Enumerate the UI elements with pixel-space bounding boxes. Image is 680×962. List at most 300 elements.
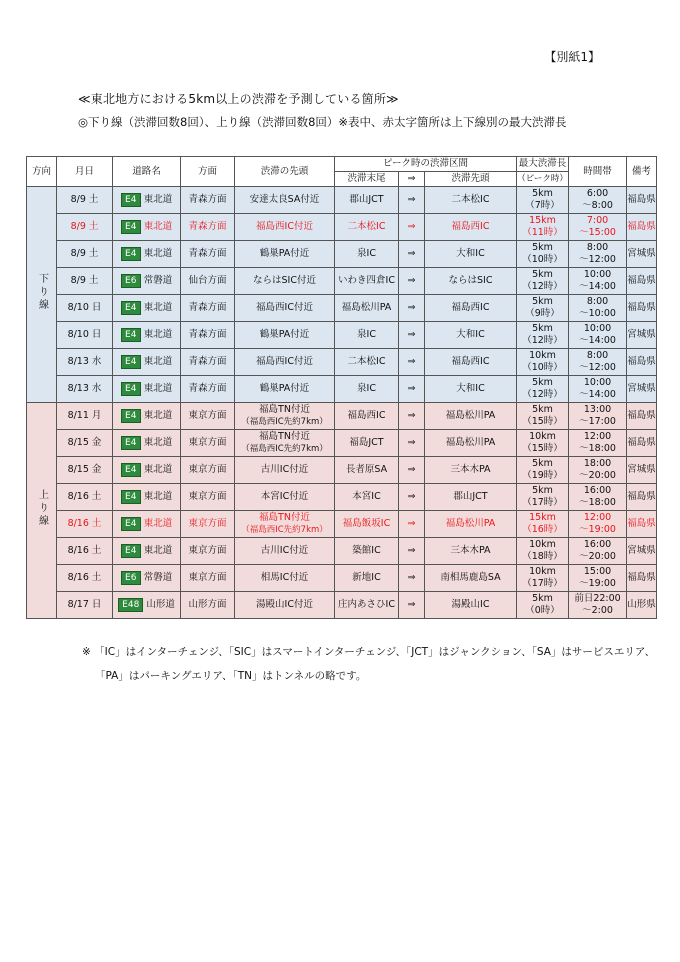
time-start: 12:00	[583, 431, 612, 442]
bound-cell: 東京方面	[181, 457, 235, 484]
road-name: 東北道	[143, 383, 173, 394]
length-peak-time: （18時）	[522, 551, 563, 562]
road-name: 東北道	[143, 437, 173, 448]
header-bound: 方面	[181, 157, 235, 187]
table-row	[27, 268, 657, 295]
time-start: 10:00	[583, 377, 612, 388]
tail-cell: 福島JCT	[335, 430, 399, 457]
length-km: 10km	[529, 539, 556, 550]
tail-cell: 郡山JCT	[335, 187, 399, 214]
table-row-max	[27, 511, 657, 538]
time-end: ～14:00	[579, 281, 616, 292]
date-cell: 8/13 水	[57, 376, 113, 403]
time-cell	[569, 403, 627, 430]
time-end: ～15:00	[579, 227, 616, 238]
peak-head-cell: 二本松IC	[425, 187, 517, 214]
time-end: ～12:00	[579, 254, 616, 265]
head-cell: 福島西IC付近	[235, 295, 335, 322]
bound-cell: 東京方面	[181, 511, 235, 538]
table-row	[27, 538, 657, 565]
table-row-max	[27, 214, 657, 241]
length-km: 5km	[532, 377, 553, 388]
length-km: 5km	[532, 458, 553, 469]
bound-cell: 東京方面	[181, 538, 235, 565]
arrow-cell: ⇒	[399, 592, 425, 619]
time-start: 6:00	[586, 188, 609, 199]
head-name: 福島TN付近	[259, 512, 310, 523]
length-cell	[517, 538, 569, 565]
road-name: 山形道	[146, 599, 175, 610]
tail-cell: 泉IC	[335, 241, 399, 268]
length-cell	[517, 376, 569, 403]
prefecture-cell: 福島県	[627, 187, 657, 214]
length-km: 15km	[529, 512, 556, 523]
table-row	[27, 376, 657, 403]
bound-cell: 青森方面	[181, 322, 235, 349]
road-name: 東北道	[143, 491, 173, 502]
road-name: 東北道	[143, 410, 173, 421]
table-row	[27, 565, 657, 592]
header-head: 渋滞の先頭	[235, 157, 335, 187]
header-remarks: 備考	[627, 157, 657, 187]
header-direction: 方向	[27, 157, 57, 187]
prefecture-cell: 福島県	[627, 484, 657, 511]
length-cell	[517, 295, 569, 322]
expressway-number-badge: E4	[121, 301, 141, 315]
header-tail: 渋滞末尾	[335, 172, 399, 187]
time-end: ～20:00	[579, 551, 616, 562]
arrow-cell: ⇒	[399, 565, 425, 592]
date-cell: 8/11 月	[57, 403, 113, 430]
direction-cell	[27, 187, 57, 403]
head-cell: 相馬IC付近	[235, 565, 335, 592]
arrow-cell: ⇒	[399, 322, 425, 349]
expressway-number-badge: E48	[118, 598, 143, 612]
time-cell	[569, 322, 627, 349]
length-km: 5km	[532, 323, 553, 334]
table-row	[27, 241, 657, 268]
road-name: 東北道	[143, 545, 173, 556]
prefecture-cell: 福島県	[627, 430, 657, 457]
time-start: 13:00	[583, 404, 612, 415]
header-road: 道路名	[113, 157, 181, 187]
time-cell	[569, 484, 627, 511]
header-peak-section: ピーク時の渋滞区間	[335, 157, 517, 172]
length-peak-time: （12時）	[522, 281, 563, 292]
length-peak-time: （17時）	[522, 497, 563, 508]
length-cell	[517, 241, 569, 268]
date-cell: 8/17 日	[57, 592, 113, 619]
length-km: 5km	[532, 593, 553, 604]
direction-label: 下り線	[36, 273, 48, 312]
road-cell	[113, 430, 181, 457]
peak-head-cell: 福島西IC	[425, 214, 517, 241]
arrow-cell: ⇒	[399, 538, 425, 565]
length-km: 5km	[532, 485, 553, 496]
prefecture-cell: 宮城県	[627, 457, 657, 484]
road-cell	[113, 187, 181, 214]
time-start: 8:00	[586, 296, 609, 307]
arrow-cell: ⇒	[399, 268, 425, 295]
expressway-number-badge: E4	[121, 247, 141, 261]
road-cell	[113, 214, 181, 241]
head-detail: （福島西IC先約7km）	[241, 417, 328, 427]
length-cell	[517, 214, 569, 241]
footnote-line-1: ※ 「IC」はインターチェンジ、「SIC」はスマートインターチェンジ、「JCT」はジャンクション、「SA」はサービスエリア、	[82, 646, 656, 658]
peak-head-cell: 湯殿山IC	[425, 592, 517, 619]
road-name: 東北道	[143, 221, 173, 232]
time-start: 7:00	[586, 215, 609, 226]
time-start: 前日22:00	[574, 593, 621, 604]
time-start: 16:00	[583, 539, 612, 550]
tail-cell: 庄内あさひIC	[335, 592, 399, 619]
prefecture-cell: 福島県	[627, 295, 657, 322]
road-name: 東北道	[143, 518, 173, 529]
head-detail: （福島西IC先約7km）	[241, 525, 328, 535]
length-cell	[517, 592, 569, 619]
prefecture-cell: 福島県	[627, 349, 657, 376]
length-peak-time: （15時）	[522, 443, 563, 454]
bound-cell: 東京方面	[181, 565, 235, 592]
table-row	[27, 457, 657, 484]
date-cell: 8/9 土	[57, 241, 113, 268]
head-cell	[235, 403, 335, 430]
peak-head-cell: 福島西IC	[425, 349, 517, 376]
header-time-band: 時間帯	[569, 157, 627, 187]
time-start: 8:00	[586, 350, 609, 361]
head-cell: 鶴巣PA付近	[235, 322, 335, 349]
road-name: 東北道	[143, 356, 173, 367]
time-cell	[569, 376, 627, 403]
length-cell	[517, 349, 569, 376]
peak-head-cell: 福島西IC	[425, 295, 517, 322]
time-cell	[569, 457, 627, 484]
head-cell: 古川IC付近	[235, 538, 335, 565]
length-peak-time: （12時）	[522, 335, 563, 346]
tail-cell: 泉IC	[335, 376, 399, 403]
road-name: 東北道	[143, 329, 173, 340]
date-cell: 8/9 土	[57, 187, 113, 214]
length-cell	[517, 187, 569, 214]
road-cell	[113, 268, 181, 295]
header-peak-head: 渋滞先頭	[425, 172, 517, 187]
arrow-cell: ⇒	[399, 214, 425, 241]
time-end: ～10:00	[579, 308, 616, 319]
time-cell	[569, 592, 627, 619]
road-name: 東北道	[143, 194, 173, 205]
length-peak-time: （11時）	[522, 227, 563, 238]
table-row	[27, 322, 657, 349]
head-detail: （福島西IC先約7km）	[241, 444, 328, 454]
time-cell	[569, 295, 627, 322]
bound-cell: 仙台方面	[181, 268, 235, 295]
date-cell: 8/13 水	[57, 349, 113, 376]
length-km: 10km	[529, 350, 556, 361]
length-km: 5km	[532, 404, 553, 415]
peak-head-cell: 福島松川PA	[425, 511, 517, 538]
peak-head-cell: 大和IC	[425, 376, 517, 403]
time-start: 15:00	[583, 566, 612, 577]
time-start: 18:00	[583, 458, 612, 469]
arrow-cell: ⇒	[399, 403, 425, 430]
table-row	[27, 349, 657, 376]
time-cell	[569, 349, 627, 376]
time-end: ～18:00	[579, 443, 616, 454]
expressway-number-badge: E4	[121, 409, 141, 423]
peak-head-cell: 福島松川PA	[425, 430, 517, 457]
head-cell: 湯殿山IC付近	[235, 592, 335, 619]
date-cell: 8/10 日	[57, 295, 113, 322]
time-end: ～8:00	[582, 200, 613, 211]
arrow-cell: ⇒	[399, 376, 425, 403]
length-km: 5km	[532, 269, 553, 280]
peak-head-cell: 郡山JCT	[425, 484, 517, 511]
header-peak-time: （ピーク時）	[517, 172, 569, 187]
time-start: 12:00	[583, 512, 612, 523]
prefecture-cell: 宮城県	[627, 376, 657, 403]
date-cell: 8/9 土	[57, 214, 113, 241]
time-cell	[569, 565, 627, 592]
length-peak-time: （16時）	[522, 524, 563, 535]
peak-head-cell: 三本木PA	[425, 457, 517, 484]
prefecture-cell: 宮城県	[627, 538, 657, 565]
tail-cell: 新地IC	[335, 565, 399, 592]
prefecture-cell: 福島県	[627, 565, 657, 592]
road-cell	[113, 376, 181, 403]
expressway-number-badge: E4	[121, 490, 141, 504]
time-cell	[569, 430, 627, 457]
bound-cell: 青森方面	[181, 241, 235, 268]
table-row	[27, 430, 657, 457]
road-cell	[113, 457, 181, 484]
length-km: 5km	[532, 188, 553, 199]
expressway-number-badge: E4	[121, 220, 141, 234]
expressway-number-badge: E4	[121, 355, 141, 369]
time-end: ～19:00	[579, 524, 616, 535]
head-cell: 安達太良SA付近	[235, 187, 335, 214]
road-cell	[113, 565, 181, 592]
header-date: 月日	[57, 157, 113, 187]
head-cell	[235, 511, 335, 538]
length-cell	[517, 403, 569, 430]
time-start: 10:00	[583, 269, 612, 280]
road-cell	[113, 484, 181, 511]
down-line-group	[27, 187, 657, 403]
time-start: 10:00	[583, 323, 612, 334]
road-cell	[113, 538, 181, 565]
road-cell	[113, 349, 181, 376]
arrow-cell: ⇒	[399, 187, 425, 214]
peak-head-cell: ならはSIC	[425, 268, 517, 295]
length-km: 15km	[529, 215, 556, 226]
road-name: 東北道	[143, 248, 173, 259]
length-km: 5km	[532, 242, 553, 253]
expressway-number-badge: E4	[121, 328, 141, 342]
prefecture-cell: 宮城県	[627, 241, 657, 268]
time-start: 16:00	[583, 485, 612, 496]
expressway-number-badge: E4	[121, 193, 141, 207]
road-cell	[113, 403, 181, 430]
road-cell	[113, 295, 181, 322]
length-cell	[517, 430, 569, 457]
time-end: ～19:00	[579, 578, 616, 589]
length-km: 5km	[532, 296, 553, 307]
time-cell	[569, 241, 627, 268]
head-cell: 鶴巣PA付近	[235, 241, 335, 268]
tail-cell: 福島松川PA	[335, 295, 399, 322]
head-cell: 古川IC付近	[235, 457, 335, 484]
length-cell	[517, 322, 569, 349]
table-row	[27, 295, 657, 322]
arrow-cell: ⇒	[399, 241, 425, 268]
prefecture-cell: 宮城県	[627, 322, 657, 349]
head-cell	[235, 430, 335, 457]
time-cell	[569, 538, 627, 565]
length-km: 10km	[529, 566, 556, 577]
bound-cell: 青森方面	[181, 214, 235, 241]
attachment-label: 【別紙1】	[544, 50, 600, 64]
date-cell: 8/16 土	[57, 538, 113, 565]
time-end: ～20:00	[579, 470, 616, 481]
date-cell: 8/10 日	[57, 322, 113, 349]
bound-cell: 青森方面	[181, 295, 235, 322]
peak-head-cell: 福島松川PA	[425, 403, 517, 430]
head-cell: 福島西IC付近	[235, 349, 335, 376]
expressway-number-badge: E4	[121, 436, 141, 450]
tail-cell: 長者原SA	[335, 457, 399, 484]
length-cell	[517, 268, 569, 295]
table-row	[27, 592, 657, 619]
direction-label: 上り線	[36, 489, 48, 528]
congestion-table	[26, 156, 657, 619]
expressway-number-badge: E6	[121, 274, 141, 288]
prefecture-cell: 山形県	[627, 592, 657, 619]
length-cell	[517, 511, 569, 538]
bound-cell: 東京方面	[181, 430, 235, 457]
tail-cell: いわき四倉IC	[335, 268, 399, 295]
prefecture-cell: 福島県	[627, 403, 657, 430]
time-end: ～14:00	[579, 389, 616, 400]
bound-cell: 東京方面	[181, 484, 235, 511]
length-peak-time: （19時）	[522, 470, 563, 481]
length-cell	[517, 484, 569, 511]
date-cell: 8/16 土	[57, 511, 113, 538]
table-row	[27, 403, 657, 430]
length-peak-time: （15時）	[522, 416, 563, 427]
road-name: 東北道	[143, 464, 173, 475]
head-cell: ならはSIC付近	[235, 268, 335, 295]
up-line-group	[27, 403, 657, 619]
time-cell	[569, 511, 627, 538]
length-peak-time: （10時）	[522, 254, 563, 265]
time-end: ～2:00	[582, 605, 613, 616]
tail-cell: 本宮IC	[335, 484, 399, 511]
length-peak-time: （9時）	[525, 308, 560, 319]
date-cell: 8/16 土	[57, 484, 113, 511]
arrow-cell: ⇒	[399, 511, 425, 538]
length-peak-time: （12時）	[522, 389, 563, 400]
date-cell: 8/16 土	[57, 565, 113, 592]
arrow-cell: ⇒	[399, 457, 425, 484]
road-cell	[113, 241, 181, 268]
bound-cell: 青森方面	[181, 376, 235, 403]
length-peak-time: （0時）	[525, 605, 560, 616]
head-cell: 鶴巣PA付近	[235, 376, 335, 403]
page-subtitle: ◎下り線（渋滞回数8回）、上り線（渋滞回数8回）※表中、赤太字箇所は上下線別の最大渋滞長	[78, 115, 567, 129]
time-start: 8:00	[586, 242, 609, 253]
peak-head-cell: 南相馬鹿島SA	[425, 565, 517, 592]
direction-cell	[27, 403, 57, 619]
bound-cell: 青森方面	[181, 349, 235, 376]
peak-head-cell: 三本木PA	[425, 538, 517, 565]
time-end: ～14:00	[579, 335, 616, 346]
head-name: 福島TN付近	[259, 404, 310, 415]
head-cell: 本宮IC付近	[235, 484, 335, 511]
tail-cell: 福島西IC	[335, 403, 399, 430]
length-cell	[517, 457, 569, 484]
road-name: 常磐道	[143, 275, 173, 286]
table-row	[27, 484, 657, 511]
time-cell	[569, 214, 627, 241]
header-arrow: ⇒	[399, 172, 425, 187]
arrow-cell: ⇒	[399, 295, 425, 322]
head-cell: 福島西IC付近	[235, 214, 335, 241]
tail-cell: 二本松IC	[335, 349, 399, 376]
bound-cell: 山形方面	[181, 592, 235, 619]
date-cell: 8/9 土	[57, 268, 113, 295]
table-row	[27, 187, 657, 214]
arrow-cell: ⇒	[399, 349, 425, 376]
time-end: ～17:00	[579, 416, 616, 427]
peak-head-cell: 大和IC	[425, 241, 517, 268]
date-cell: 8/15 金	[57, 457, 113, 484]
footnote-line-2: 「PA」はパーキングエリア、「TN」はトンネルの略です。	[95, 670, 367, 682]
road-cell	[113, 592, 181, 619]
header-max-length: 最大渋滞長	[517, 157, 569, 172]
length-peak-time: （7時）	[525, 200, 560, 211]
length-peak-time: （17時）	[522, 578, 563, 589]
length-cell	[517, 565, 569, 592]
time-end: ～18:00	[579, 497, 616, 508]
date-cell: 8/15 金	[57, 430, 113, 457]
time-cell	[569, 187, 627, 214]
footnote	[82, 640, 655, 688]
road-name: 東北道	[143, 302, 173, 313]
arrow-cell: ⇒	[399, 484, 425, 511]
expressway-number-badge: E4	[121, 463, 141, 477]
tail-cell: 泉IC	[335, 322, 399, 349]
time-end: ～12:00	[579, 362, 616, 373]
tail-cell: 福島飯坂IC	[335, 511, 399, 538]
time-cell	[569, 268, 627, 295]
road-cell	[113, 511, 181, 538]
bound-cell: 東京方面	[181, 403, 235, 430]
arrow-cell: ⇒	[399, 430, 425, 457]
tail-cell: 二本松IC	[335, 214, 399, 241]
bound-cell: 青森方面	[181, 187, 235, 214]
expressway-number-badge: E6	[121, 571, 141, 585]
expressway-number-badge: E4	[121, 544, 141, 558]
prefecture-cell: 福島県	[627, 214, 657, 241]
length-km: 10km	[529, 431, 556, 442]
peak-head-cell: 大和IC	[425, 322, 517, 349]
road-cell	[113, 322, 181, 349]
expressway-number-badge: E4	[121, 382, 141, 396]
length-peak-time: （10時）	[522, 362, 563, 373]
prefecture-cell: 福島県	[627, 268, 657, 295]
head-name: 福島TN付近	[259, 431, 310, 442]
road-name: 常磐道	[143, 572, 173, 583]
